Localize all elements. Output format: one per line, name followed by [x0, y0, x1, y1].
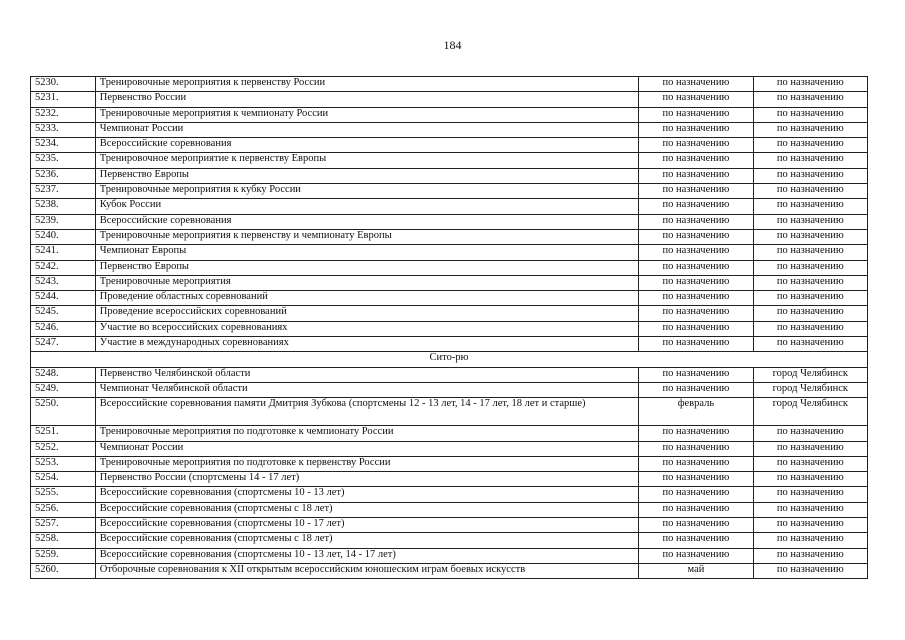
- table-row: [31, 337, 868, 352]
- event-place: город Челябинск: [753, 398, 867, 426]
- event-date: по назначению: [639, 153, 753, 168]
- table-row: [31, 184, 868, 199]
- row-number: 5250.: [31, 398, 96, 426]
- event-place: по назначению: [753, 199, 867, 214]
- event-name: Чемпионат Европы: [95, 245, 638, 260]
- event-date: май: [639, 563, 753, 578]
- row-number: 5257.: [31, 518, 96, 533]
- row-number: 5235.: [31, 153, 96, 168]
- row-number: 5241.: [31, 245, 96, 260]
- row-number: 5251.: [31, 426, 96, 441]
- event-name: Участие во всероссийских соревнованиях: [95, 321, 638, 336]
- event-date: по назначению: [639, 456, 753, 471]
- event-name: Всероссийские соревнования памяти Дмитрия Зубкова (спортсмены 12 - 13 лет, 14 - 17 лет, 18 лет и старше): [95, 398, 638, 426]
- row-number: 5230.: [31, 77, 96, 92]
- event-name: Первенство Европы: [95, 260, 638, 275]
- event-name: Всероссийские соревнования (спортсмены 10 - 13 лет, 14 - 17 лет): [95, 548, 638, 563]
- row-number: 5238.: [31, 199, 96, 214]
- row-number: 5259.: [31, 548, 96, 563]
- row-number: 5249.: [31, 382, 96, 397]
- event-place: по назначению: [753, 456, 867, 471]
- event-date: по назначению: [639, 77, 753, 92]
- row-number: 5233.: [31, 122, 96, 137]
- table-row: [31, 563, 868, 578]
- table-row: [31, 502, 868, 517]
- event-date: по назначению: [639, 306, 753, 321]
- event-name: Тренировочные мероприятия к первенству и чемпионату Европы: [95, 229, 638, 244]
- section-header-row: [31, 352, 868, 367]
- event-place: по назначению: [753, 245, 867, 260]
- event-name: Тренировочные мероприятия по подготовке к первенству России: [95, 456, 638, 471]
- table-row: [31, 472, 868, 487]
- event-date: по назначению: [639, 260, 753, 275]
- event-date: по назначению: [639, 548, 753, 563]
- table-row: [31, 168, 868, 183]
- event-place: по назначению: [753, 321, 867, 336]
- table-row: [31, 367, 868, 382]
- event-date: по назначению: [639, 337, 753, 352]
- row-number: 5234.: [31, 138, 96, 153]
- table-row: [31, 275, 868, 290]
- event-place: по назначению: [753, 426, 867, 441]
- event-place: по назначению: [753, 107, 867, 122]
- event-name: Всероссийские соревнования: [95, 214, 638, 229]
- row-number: 5243.: [31, 275, 96, 290]
- event-name: Тренировочные мероприятия к чемпионату России: [95, 107, 638, 122]
- event-date: по назначению: [639, 214, 753, 229]
- table-row: [31, 122, 868, 137]
- row-number: 5236.: [31, 168, 96, 183]
- event-date: по назначению: [639, 321, 753, 336]
- row-number: 5258.: [31, 533, 96, 548]
- row-number: 5240.: [31, 229, 96, 244]
- event-date: февраль: [639, 398, 753, 426]
- event-place: по назначению: [753, 77, 867, 92]
- event-date: по назначению: [639, 168, 753, 183]
- row-number: 5260.: [31, 563, 96, 578]
- row-number: 5254.: [31, 472, 96, 487]
- event-date: по назначению: [639, 441, 753, 456]
- event-name: Всероссийские соревнования (спортсмены 10 - 13 лет): [95, 487, 638, 502]
- table-row: [31, 306, 868, 321]
- event-place: город Челябинск: [753, 367, 867, 382]
- section-title: Сито-рю: [31, 352, 868, 367]
- event-name: Кубок России: [95, 199, 638, 214]
- event-name: Участие в международных соревнованиях: [95, 337, 638, 352]
- event-date: по назначению: [639, 487, 753, 502]
- event-name: Проведение областных соревнований: [95, 291, 638, 306]
- row-number: 5237.: [31, 184, 96, 199]
- event-name: Тренировочные мероприятия: [95, 275, 638, 290]
- event-name: Первенство Челябинской области: [95, 367, 638, 382]
- event-place: по назначению: [753, 184, 867, 199]
- table-row: [31, 426, 868, 441]
- table-row: [31, 107, 868, 122]
- event-place: по назначению: [753, 275, 867, 290]
- table-row: [31, 548, 868, 563]
- row-number: 5242.: [31, 260, 96, 275]
- table-row: [31, 382, 868, 397]
- table-row: [31, 487, 868, 502]
- row-number: 5232.: [31, 107, 96, 122]
- event-place: по назначению: [753, 563, 867, 578]
- row-number: 5246.: [31, 321, 96, 336]
- table-row: [31, 229, 868, 244]
- event-place: по назначению: [753, 260, 867, 275]
- event-date: по назначению: [639, 382, 753, 397]
- table-row: [31, 260, 868, 275]
- row-number: 5247.: [31, 337, 96, 352]
- event-name: Первенство Европы: [95, 168, 638, 183]
- table-row: [31, 533, 868, 548]
- event-name: Чемпионат России: [95, 122, 638, 137]
- event-date: по назначению: [639, 533, 753, 548]
- event-place: по назначению: [753, 122, 867, 137]
- event-place: по назначению: [753, 92, 867, 107]
- event-place: по назначению: [753, 441, 867, 456]
- event-name: Тренировочные мероприятия к кубку России: [95, 184, 638, 199]
- table-row: [31, 291, 868, 306]
- table-row: [31, 321, 868, 336]
- event-place: по назначению: [753, 168, 867, 183]
- table-row: [31, 441, 868, 456]
- event-name: Проведение всероссийских соревнований: [95, 306, 638, 321]
- row-number: 5239.: [31, 214, 96, 229]
- event-name: Первенство России: [95, 92, 638, 107]
- event-place: по назначению: [753, 214, 867, 229]
- event-place: по назначению: [753, 502, 867, 517]
- event-date: по назначению: [639, 275, 753, 290]
- event-place: по назначению: [753, 153, 867, 168]
- event-place: по назначению: [753, 472, 867, 487]
- event-date: по назначению: [639, 367, 753, 382]
- event-date: по назначению: [639, 199, 753, 214]
- table-row: [31, 92, 868, 107]
- event-date: по назначению: [639, 426, 753, 441]
- event-date: по назначению: [639, 138, 753, 153]
- event-date: по назначению: [639, 229, 753, 244]
- row-number: 5255.: [31, 487, 96, 502]
- event-name: Первенство России (спортсмены 14 - 17 лет): [95, 472, 638, 487]
- event-date: по назначению: [639, 107, 753, 122]
- event-date: по назначению: [639, 184, 753, 199]
- event-name: Всероссийские соревнования: [95, 138, 638, 153]
- event-date: по назначению: [639, 92, 753, 107]
- event-place: по назначению: [753, 518, 867, 533]
- event-date: по назначению: [639, 502, 753, 517]
- row-number: 5256.: [31, 502, 96, 517]
- event-date: по назначению: [639, 472, 753, 487]
- table-row: [31, 153, 868, 168]
- row-number: 5244.: [31, 291, 96, 306]
- events-table: [30, 76, 868, 579]
- page-number: 184: [443, 38, 462, 52]
- event-name: Всероссийские соревнования (спортсмены с 18 лет): [95, 502, 638, 517]
- event-name: Тренировочное мероприятие к первенству Европы: [95, 153, 638, 168]
- event-place: по назначению: [753, 487, 867, 502]
- event-name: Всероссийские соревнования (спортсмены 10 - 17 лет): [95, 518, 638, 533]
- table-row: [31, 77, 868, 92]
- event-date: по назначению: [639, 518, 753, 533]
- event-name: Отборочные соревнования к XII открытым всероссийским юношеским играм боевых искусств: [95, 563, 638, 578]
- event-name: Чемпионат России: [95, 441, 638, 456]
- table-row: [31, 398, 868, 426]
- table-row: [31, 138, 868, 153]
- row-number: 5231.: [31, 92, 96, 107]
- event-name: Тренировочные мероприятия по подготовке к чемпионату России: [95, 426, 638, 441]
- table-row: [31, 245, 868, 260]
- row-number: 5245.: [31, 306, 96, 321]
- event-place: по назначению: [753, 533, 867, 548]
- table-row: [31, 214, 868, 229]
- event-name: Тренировочные мероприятия к первенству России: [95, 77, 638, 92]
- event-place: по назначению: [753, 291, 867, 306]
- event-name: Всероссийские соревнования (спортсмены с 18 лет): [95, 533, 638, 548]
- row-number: 5252.: [31, 441, 96, 456]
- event-place: по назначению: [753, 306, 867, 321]
- event-place: город Челябинск: [753, 382, 867, 397]
- table-row: [31, 199, 868, 214]
- row-number: 5248.: [31, 367, 96, 382]
- event-place: по назначению: [753, 229, 867, 244]
- row-number: 5253.: [31, 456, 96, 471]
- table-row: [31, 518, 868, 533]
- event-name: Чемпионат Челябинской области: [95, 382, 638, 397]
- event-place: по назначению: [753, 548, 867, 563]
- event-place: по назначению: [753, 138, 867, 153]
- event-place: по назначению: [753, 337, 867, 352]
- table-row: [31, 456, 868, 471]
- event-date: по назначению: [639, 245, 753, 260]
- event-date: по назначению: [639, 122, 753, 137]
- event-date: по назначению: [639, 291, 753, 306]
